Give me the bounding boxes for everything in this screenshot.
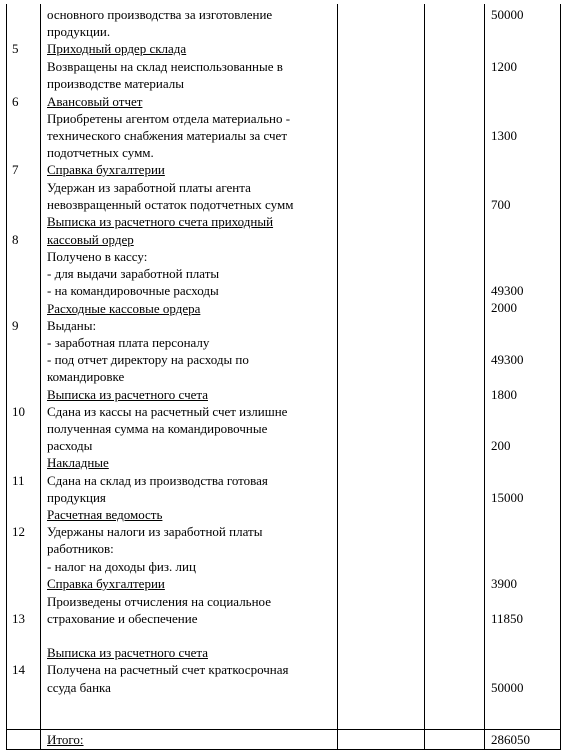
amount: 15000 <box>491 490 524 505</box>
amount: 11850 <box>491 611 524 626</box>
row-text: Возвращены на склад неиспользованные в <box>47 59 283 74</box>
row-text: - налог на доходы физ. лиц <box>47 559 196 574</box>
amount: 1200 <box>491 59 517 74</box>
column-divider <box>484 4 485 750</box>
table-border-bottom <box>6 749 561 750</box>
row-text: Получено в кассу: <box>47 249 148 264</box>
row-text: невозвращенный остаток подотчетных сумм <box>47 197 294 212</box>
row-text: работников: <box>47 541 114 556</box>
total-label: Итого: <box>47 732 84 747</box>
row-text: Приобретены агентом отдела материально - <box>47 111 291 126</box>
amount: 700 <box>491 197 511 212</box>
document-type: Авансовый отчет <box>47 94 143 109</box>
journal-table <box>6 4 561 750</box>
row-text: - для выдачи заработной платы <box>47 266 220 281</box>
amount: 2000 <box>491 300 517 315</box>
document-type: Выписка из расчетного счета приходный <box>47 214 274 229</box>
row-text: Удержан из заработной платы агента <box>47 180 251 195</box>
document-type: Справка бухгалтерии <box>47 162 165 177</box>
total-amount: 286050 <box>491 732 530 747</box>
row-text: ссуда банка <box>47 680 111 695</box>
document-type: Приходный ордер склада <box>47 41 187 56</box>
row-number: 8 <box>12 232 19 247</box>
document-type: Расчетная ведомость <box>47 507 163 522</box>
document-type: Накладные <box>47 455 109 470</box>
row-text: страхование и обеспечение <box>47 611 198 626</box>
row-number: 9 <box>12 318 19 333</box>
row-text: - заработная плата персоналу <box>47 335 210 350</box>
amount: 1800 <box>491 387 517 402</box>
table-border-right <box>560 4 561 750</box>
row-text: командировке <box>47 369 125 384</box>
amount: 1300 <box>491 128 517 143</box>
document-type: кассовый ордер <box>47 232 134 247</box>
row-text: продукция <box>47 490 106 505</box>
row-text: основного производства за изготовление <box>47 7 273 22</box>
column-divider <box>424 4 425 750</box>
amount: 3900 <box>491 576 517 591</box>
row-number: 14 <box>12 662 25 677</box>
row-text: производстве материалы <box>47 76 184 91</box>
amount: 49300 <box>491 283 524 298</box>
document-type: Выписка из расчетного счета <box>47 645 208 660</box>
table-border-left <box>6 4 7 750</box>
row-text: Удержаны налоги из заработной платы <box>47 524 263 539</box>
row-text: Получена на расчетный счет краткосрочная <box>47 662 289 677</box>
row-number: 10 <box>12 404 25 419</box>
row-text: продукции. <box>47 24 111 39</box>
row-text: - на командировочные расходы <box>47 283 219 298</box>
row-text: технического снабжения материалы за счет <box>47 128 288 143</box>
total-row-top-border <box>6 729 561 730</box>
row-text: - под отчет директору на расходы по <box>47 352 249 367</box>
row-number: 5 <box>12 41 19 56</box>
row-number: 13 <box>12 611 25 626</box>
document-type: Справка бухгалтерии <box>47 576 165 591</box>
amount: 50000 <box>491 680 524 695</box>
row-text: полученная сумма на командировочные <box>47 421 268 436</box>
amount: 50000 <box>491 7 524 22</box>
column-divider <box>40 4 41 750</box>
row-text: Сдана из кассы на расчетный счет излишне <box>47 404 288 419</box>
row-number: 7 <box>12 162 19 177</box>
row-text: Сдана на склад из производства готовая <box>47 473 268 488</box>
row-text: Произведены отчисления на социальное <box>47 594 271 609</box>
row-text: подотчетных сумм. <box>47 145 154 160</box>
column-divider <box>337 4 338 750</box>
row-number: 11 <box>12 473 25 488</box>
amount: 200 <box>491 438 511 453</box>
row-text: расходы <box>47 438 93 453</box>
row-number: 6 <box>12 94 19 109</box>
document-type: Расходные кассовые ордера <box>47 301 201 316</box>
row-number: 12 <box>12 524 25 539</box>
document-type: Выписка из расчетного счета <box>47 387 208 402</box>
row-text: Выданы: <box>47 318 97 333</box>
amount: 49300 <box>491 352 524 367</box>
